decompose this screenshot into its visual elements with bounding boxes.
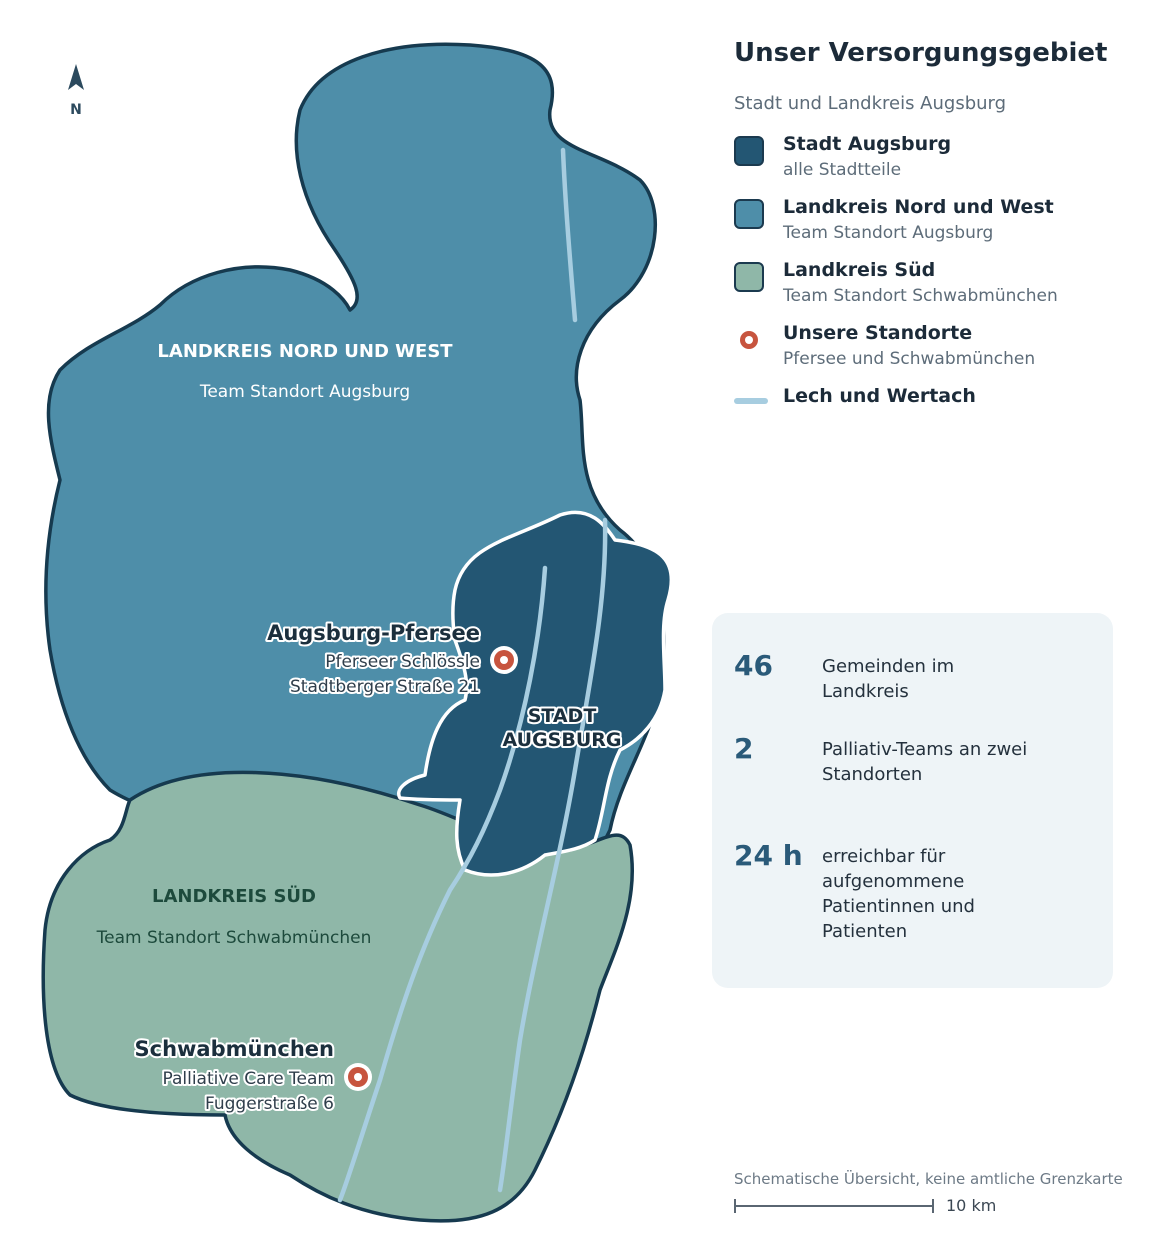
panel-subtitle: Stadt und Landkreis Augsburg — [734, 93, 1007, 114]
stat-label: erreichbar für aufgenommene Patientinnen und Patienten — [822, 846, 975, 942]
region-sued-title: LANDKREIS SÜD — [152, 886, 316, 907]
panel-title: Unser Versorgungsgebiet — [734, 38, 1108, 68]
legend-desc: Team Standort Augsburg — [783, 223, 994, 243]
location-pfersee-line1: Pferseer Schlössle — [325, 652, 480, 672]
stat-value: 24 h — [734, 839, 803, 872]
legend-desc: Pfersee und Schwabmünchen — [783, 349, 1036, 369]
location-schwabmuenchen-line2: Fuggerstraße 6 — [205, 1094, 334, 1114]
region-sued-subtitle: Team Standort Schwabmünchen — [96, 928, 372, 948]
scale-label: 10 km — [946, 1196, 997, 1215]
location-pfersee-line2: Stadtberger Straße 21 — [290, 677, 480, 697]
region-nord-west-subtitle: Team Standort Augsburg — [199, 382, 411, 402]
legend-label: Stadt Augsburg — [783, 133, 952, 155]
legend-label: Lech und Wertach — [783, 385, 976, 407]
stat-value: 2 — [734, 732, 754, 765]
scale-line — [734, 1205, 934, 1207]
legend-label: Landkreis Süd — [783, 259, 936, 281]
region-stadt-line1: STADT — [527, 705, 597, 727]
location-schwabmuenchen-line1: Palliative Care Team — [162, 1069, 334, 1089]
region-stadt-line2: AUGSBURG — [502, 729, 622, 751]
scale-bar — [734, 1196, 934, 1216]
legend-swatch-nord-west — [734, 199, 764, 229]
info-panel — [734, 36, 1154, 116]
legend-desc: alle Stadtteile — [783, 160, 902, 180]
location-marker-schwabmuenchen[interactable] — [344, 1063, 372, 1091]
region-nord-west-title: LANDKREIS NORD UND WEST — [157, 341, 453, 362]
scale-tick-right — [932, 1199, 934, 1213]
stats-box — [712, 613, 1113, 988]
map-footnote: Schematische Übersicht, keine amtliche Grenzkarte — [734, 1170, 1123, 1188]
location-schwabmuenchen-name: Schwabmünchen — [134, 1037, 334, 1061]
legend-desc: Team Standort Schwabmünchen — [783, 286, 1058, 306]
north-arrow-icon — [68, 64, 84, 90]
legend-swatch-sued — [734, 262, 764, 292]
location-marker-pfersee[interactable] — [490, 646, 518, 674]
north-label: N — [70, 102, 82, 118]
scale-tick-left — [734, 1199, 736, 1213]
legend-label: Landkreis Nord und West — [783, 196, 1054, 218]
stat-value: 46 — [734, 649, 773, 682]
river-line-icon — [734, 398, 768, 404]
stat-label: Gemeinden im Landkreis — [822, 656, 955, 702]
location-pfersee-name: Augsburg-Pfersee — [267, 621, 480, 645]
legend-swatch-stadt — [734, 136, 764, 166]
location-marker-icon — [740, 331, 758, 349]
legend-label: Unsere Standorte — [783, 322, 973, 344]
stat-label: Palliativ-Teams an zwei Standorten — [822, 739, 1028, 785]
